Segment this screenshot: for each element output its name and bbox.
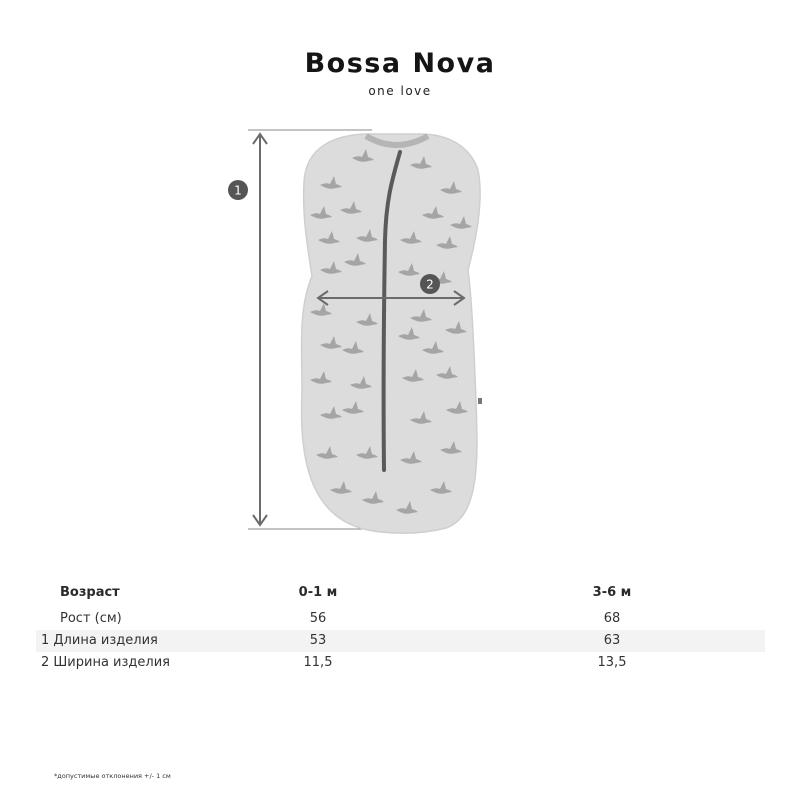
swaddle-illustration [301,134,482,533]
row-label: Рост (см) [60,611,122,626]
row-value: 63 [603,633,621,648]
row-value: 53 [309,633,327,648]
row-label: 1 Длина изделия [41,633,158,648]
table-row [36,652,765,674]
length-marker [228,180,248,200]
brand-tagline: one love [368,84,432,98]
table-row [36,630,765,652]
brand-logo: Bossa Nova [304,48,496,79]
table-header-row [36,582,765,604]
header-size-3-6: 3-6 м [592,585,632,600]
row-label: 2 Ширина изделия [41,655,170,670]
row-value: 11,5 [303,655,333,670]
row-value: 13,5 [597,655,627,670]
size-table [36,582,765,674]
svg-text:2: 2 [426,277,434,292]
header-size-0-1: 0-1 м [298,585,338,600]
row-value: 68 [603,611,621,626]
width-marker [420,274,440,294]
header-age: Возраст [60,585,120,600]
table-row [36,608,765,630]
tolerance-footnote: *допустимые отклонения +/- 1 см [54,772,171,780]
row-value: 56 [309,611,327,626]
svg-text:1: 1 [234,183,242,198]
